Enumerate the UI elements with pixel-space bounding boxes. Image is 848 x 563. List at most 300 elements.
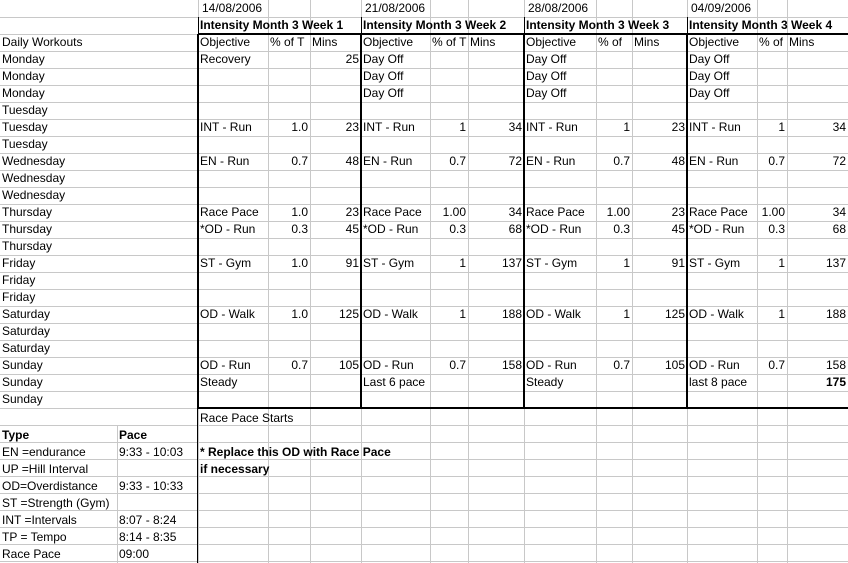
mins-cell[interactable]: 34 bbox=[832, 205, 846, 219]
pct-cell[interactable] bbox=[596, 340, 632, 357]
mins-cell[interactable]: 137 bbox=[825, 256, 846, 270]
mins-cell[interactable] bbox=[468, 272, 524, 289]
mins-cell[interactable]: 34 bbox=[508, 205, 522, 219]
objective-cell[interactable]: last 8 pace bbox=[689, 375, 748, 389]
mins-cell[interactable] bbox=[468, 187, 524, 204]
objective-cell[interactable]: Last 6 pace bbox=[363, 375, 426, 389]
objective-cell[interactable] bbox=[687, 136, 757, 153]
mins-cell[interactable] bbox=[310, 85, 361, 102]
mins-cell[interactable] bbox=[310, 68, 361, 85]
objective-cell[interactable]: Race Pace bbox=[526, 205, 585, 219]
objective-header[interactable]: Objective bbox=[689, 35, 740, 49]
objective-cell[interactable]: Race Pace bbox=[363, 205, 422, 219]
pct-cell[interactable] bbox=[430, 136, 468, 153]
mins-cell[interactable] bbox=[468, 85, 524, 102]
objective-cell[interactable]: ST - Gym bbox=[363, 256, 415, 270]
pct-cell[interactable] bbox=[430, 374, 468, 391]
objective-cell[interactable]: OD - Run bbox=[200, 358, 251, 372]
pct-cell[interactable] bbox=[268, 85, 310, 102]
objective-cell[interactable] bbox=[361, 238, 430, 255]
pct-cell[interactable] bbox=[268, 187, 310, 204]
objective-cell[interactable]: *OD - Run bbox=[363, 222, 419, 236]
objective-cell[interactable] bbox=[524, 136, 596, 153]
mins-cell[interactable] bbox=[468, 238, 524, 255]
mins-cell[interactable]: 68 bbox=[832, 222, 846, 236]
mins-header[interactable]: Mins bbox=[470, 35, 496, 49]
legend-type-header[interactable]: Type bbox=[2, 428, 30, 442]
legend-type[interactable]: OD=Overdistance bbox=[2, 479, 98, 493]
pct-cell[interactable]: 1.00 bbox=[442, 205, 466, 219]
legend-type[interactable]: ST =Strength (Gym) bbox=[2, 496, 110, 510]
mins-cell[interactable] bbox=[468, 323, 524, 340]
day-label[interactable]: Wednesday bbox=[2, 188, 66, 202]
mins-cell[interactable] bbox=[310, 323, 361, 340]
mins-cell[interactable]: 25 bbox=[345, 52, 359, 66]
mins-cell[interactable]: 137 bbox=[501, 256, 522, 270]
objective-cell[interactable]: OD - Walk bbox=[200, 307, 255, 321]
mins-cell[interactable] bbox=[632, 85, 687, 102]
pct-cell[interactable]: 1.00 bbox=[606, 205, 630, 219]
legend-pace[interactable] bbox=[117, 461, 197, 478]
objective-cell[interactable]: Day Off bbox=[526, 52, 567, 66]
mins-cell[interactable] bbox=[632, 289, 687, 306]
objective-cell[interactable]: Day Off bbox=[689, 52, 730, 66]
objective-cell[interactable]: *OD - Run bbox=[200, 222, 256, 236]
pct-cell[interactable]: 0.7 bbox=[613, 358, 630, 372]
objective-cell[interactable] bbox=[198, 85, 268, 102]
objective-cell[interactable] bbox=[524, 272, 596, 289]
pct-cell[interactable] bbox=[268, 374, 310, 391]
mins-cell[interactable] bbox=[310, 170, 361, 187]
legend-type[interactable]: EN =endurance bbox=[2, 445, 86, 459]
pct-header[interactable]: % of T bbox=[270, 35, 305, 49]
pct-cell[interactable] bbox=[596, 136, 632, 153]
objective-cell[interactable]: *OD - Run bbox=[526, 222, 582, 236]
mins-cell[interactable]: 125 bbox=[664, 307, 685, 321]
objective-cell[interactable] bbox=[687, 272, 757, 289]
mins-cell[interactable] bbox=[468, 51, 524, 68]
objective-header[interactable]: Objective bbox=[200, 35, 251, 49]
mins-cell[interactable]: 48 bbox=[671, 154, 685, 168]
objective-cell[interactable]: EN - Run bbox=[689, 154, 739, 168]
week-date[interactable]: 04/09/2006 bbox=[691, 1, 752, 15]
pct-cell[interactable] bbox=[757, 238, 787, 255]
pct-cell[interactable] bbox=[757, 340, 787, 357]
pct-cell[interactable] bbox=[757, 272, 787, 289]
pct-cell[interactable] bbox=[268, 340, 310, 357]
objective-cell[interactable]: Day Off bbox=[363, 52, 404, 66]
objective-cell[interactable] bbox=[361, 391, 430, 408]
pct-cell[interactable]: 0.7 bbox=[613, 154, 630, 168]
pct-cell[interactable] bbox=[596, 51, 632, 68]
legend-pace[interactable]: 9:33 - 10:03 bbox=[119, 445, 184, 459]
pct-cell[interactable] bbox=[268, 68, 310, 85]
pct-cell[interactable]: 1.0 bbox=[291, 120, 308, 134]
day-label[interactable]: Friday bbox=[2, 256, 36, 270]
objective-cell[interactable]: INT - Run bbox=[363, 120, 415, 134]
pct-cell[interactable] bbox=[430, 289, 468, 306]
note-line2[interactable]: if necessary bbox=[200, 462, 270, 476]
objective-cell[interactable]: INT - Run bbox=[200, 120, 252, 134]
pct-cell[interactable] bbox=[596, 323, 632, 340]
objective-cell[interactable] bbox=[198, 238, 268, 255]
mins-cell[interactable]: 45 bbox=[671, 222, 685, 236]
pct-cell[interactable] bbox=[268, 238, 310, 255]
pct-cell[interactable]: 0.7 bbox=[449, 358, 466, 372]
pct-cell[interactable] bbox=[757, 85, 787, 102]
week-title[interactable]: Intensity Month 3 Week 2 bbox=[363, 18, 507, 32]
pct-cell[interactable]: 0.3 bbox=[291, 222, 308, 236]
pct-cell[interactable] bbox=[596, 68, 632, 85]
legend-pace[interactable]: 8:14 - 8:35 bbox=[119, 530, 177, 544]
mins-cell[interactable] bbox=[310, 340, 361, 357]
pct-cell[interactable] bbox=[596, 238, 632, 255]
mins-cell[interactable] bbox=[632, 323, 687, 340]
mins-cell[interactable] bbox=[632, 136, 687, 153]
objective-cell[interactable]: Day Off bbox=[526, 69, 567, 83]
objective-cell[interactable]: OD - Run bbox=[363, 358, 414, 372]
objective-cell[interactable] bbox=[198, 340, 268, 357]
pct-cell[interactable]: 0.3 bbox=[449, 222, 466, 236]
legend-pace-header[interactable]: Pace bbox=[119, 428, 148, 442]
pct-cell[interactable]: 1 bbox=[623, 256, 630, 270]
mins-cell[interactable] bbox=[787, 289, 848, 306]
objective-cell[interactable] bbox=[361, 136, 430, 153]
mins-cell[interactable] bbox=[468, 136, 524, 153]
mins-cell[interactable]: 105 bbox=[664, 358, 685, 372]
pct-cell[interactable] bbox=[596, 272, 632, 289]
objective-cell[interactable]: ST - Gym bbox=[526, 256, 578, 270]
mins-cell[interactable] bbox=[310, 374, 361, 391]
pct-cell[interactable] bbox=[268, 136, 310, 153]
mins-cell[interactable]: 125 bbox=[338, 307, 359, 321]
objective-cell[interactable]: Day Off bbox=[363, 86, 404, 100]
day-label[interactable]: Wednesday bbox=[2, 171, 66, 185]
day-label[interactable]: Thursday bbox=[2, 222, 53, 236]
pct-cell[interactable]: 1.0 bbox=[291, 205, 308, 219]
pct-cell[interactable]: 0.3 bbox=[613, 222, 630, 236]
day-label[interactable]: Friday bbox=[2, 273, 36, 287]
mins-cell[interactable]: 23 bbox=[671, 205, 685, 219]
pct-header[interactable]: % of bbox=[759, 35, 784, 49]
pct-cell[interactable] bbox=[596, 391, 632, 408]
pct-cell[interactable] bbox=[268, 323, 310, 340]
week-date[interactable]: 28/08/2006 bbox=[528, 1, 589, 15]
mins-cell[interactable]: 34 bbox=[508, 120, 522, 134]
mins-cell[interactable] bbox=[468, 102, 524, 119]
day-label[interactable]: Monday bbox=[2, 52, 45, 66]
objective-cell[interactable] bbox=[198, 272, 268, 289]
pct-header[interactable]: % of bbox=[598, 35, 623, 49]
pct-cell[interactable] bbox=[757, 374, 787, 391]
legend-pace[interactable]: 9:33 - 10:33 bbox=[119, 479, 184, 493]
pct-cell[interactable] bbox=[430, 85, 468, 102]
mins-cell[interactable]: 34 bbox=[832, 120, 846, 134]
pct-cell[interactable] bbox=[596, 170, 632, 187]
pct-cell[interactable]: 0.7 bbox=[768, 358, 785, 372]
objective-cell[interactable] bbox=[361, 289, 430, 306]
objective-cell[interactable]: INT - Run bbox=[526, 120, 578, 134]
pct-cell[interactable] bbox=[430, 340, 468, 357]
pct-cell[interactable] bbox=[757, 170, 787, 187]
pct-cell[interactable]: 1 bbox=[459, 256, 466, 270]
week-title[interactable]: Intensity Month 3 Week 4 bbox=[689, 18, 833, 32]
mins-cell[interactable] bbox=[468, 340, 524, 357]
day-label[interactable]: Saturday bbox=[2, 307, 51, 321]
mins-cell[interactable] bbox=[310, 187, 361, 204]
objective-cell[interactable] bbox=[687, 102, 757, 119]
mins-cell[interactable] bbox=[787, 51, 848, 68]
day-label[interactable]: Sunday bbox=[2, 375, 43, 389]
objective-cell[interactable] bbox=[361, 187, 430, 204]
pct-cell[interactable] bbox=[268, 272, 310, 289]
pct-cell[interactable] bbox=[596, 289, 632, 306]
mins-cell[interactable] bbox=[468, 289, 524, 306]
pct-cell[interactable]: 0.7 bbox=[449, 154, 466, 168]
objective-cell[interactable] bbox=[687, 187, 757, 204]
race-pace-note[interactable]: Race Pace Starts bbox=[200, 411, 294, 425]
objective-header[interactable]: Objective bbox=[526, 35, 577, 49]
pct-cell[interactable] bbox=[430, 238, 468, 255]
objective-cell[interactable] bbox=[687, 391, 757, 408]
legend-pace[interactable]: 8:07 - 8:24 bbox=[119, 513, 177, 527]
pct-header[interactable]: % of T bbox=[432, 35, 467, 49]
legend-type[interactable]: Race Pace bbox=[2, 547, 61, 561]
pct-cell[interactable] bbox=[757, 187, 787, 204]
mins-cell[interactable]: 48 bbox=[345, 154, 359, 168]
pct-cell[interactable] bbox=[268, 51, 310, 68]
objective-cell[interactable]: ST - Gym bbox=[200, 256, 252, 270]
mins-cell[interactable] bbox=[632, 340, 687, 357]
week-date[interactable]: 14/08/2006 bbox=[202, 1, 263, 15]
mins-cell[interactable] bbox=[787, 170, 848, 187]
pct-cell[interactable]: 1.0 bbox=[291, 307, 308, 321]
objective-cell[interactable] bbox=[198, 187, 268, 204]
objective-cell[interactable]: EN - Run bbox=[200, 154, 250, 168]
pct-cell[interactable] bbox=[430, 51, 468, 68]
pct-cell[interactable]: 1 bbox=[623, 120, 630, 134]
mins-cell[interactable] bbox=[787, 187, 848, 204]
mins-cell[interactable] bbox=[787, 340, 848, 357]
objective-cell[interactable] bbox=[198, 289, 268, 306]
mins-cell[interactable]: 91 bbox=[671, 256, 685, 270]
pct-cell[interactable] bbox=[430, 170, 468, 187]
mins-cell[interactable] bbox=[632, 68, 687, 85]
pct-cell[interactable]: 0.7 bbox=[768, 154, 785, 168]
pct-cell[interactable]: 0.7 bbox=[291, 358, 308, 372]
legend-pace[interactable]: 09:00 bbox=[119, 547, 150, 561]
mins-cell[interactable] bbox=[310, 289, 361, 306]
day-label[interactable]: Saturday bbox=[2, 324, 51, 338]
day-label[interactable]: Saturday bbox=[2, 341, 51, 355]
objective-cell[interactable]: OD - Run bbox=[689, 358, 740, 372]
legend-type[interactable]: INT =Intervals bbox=[2, 513, 77, 527]
objective-cell[interactable] bbox=[524, 238, 596, 255]
mins-cell[interactable] bbox=[468, 391, 524, 408]
objective-cell[interactable] bbox=[198, 102, 268, 119]
mins-cell[interactable] bbox=[787, 272, 848, 289]
mins-cell[interactable]: 72 bbox=[508, 154, 522, 168]
objective-cell[interactable] bbox=[198, 68, 268, 85]
pct-cell[interactable]: 0.7 bbox=[291, 154, 308, 168]
pct-cell[interactable] bbox=[757, 391, 787, 408]
objective-cell[interactable] bbox=[198, 170, 268, 187]
objective-cell[interactable] bbox=[687, 170, 757, 187]
objective-cell[interactable] bbox=[687, 340, 757, 357]
mins-cell[interactable]: 91 bbox=[345, 256, 359, 270]
pct-cell[interactable] bbox=[596, 102, 632, 119]
legend-type[interactable]: TP = Tempo bbox=[2, 530, 67, 544]
week-date[interactable]: 21/08/2006 bbox=[365, 1, 426, 15]
objective-cell[interactable]: OD - Walk bbox=[689, 307, 744, 321]
mins-cell[interactable]: 158 bbox=[501, 358, 522, 372]
objective-cell[interactable]: Race Pace bbox=[200, 205, 259, 219]
mins-cell[interactable] bbox=[632, 102, 687, 119]
mins-cell[interactable] bbox=[632, 238, 687, 255]
day-label[interactable]: Tuesday bbox=[2, 120, 48, 134]
objective-cell[interactable] bbox=[687, 238, 757, 255]
week-title[interactable]: Intensity Month 3 Week 3 bbox=[526, 18, 670, 32]
objective-cell[interactable] bbox=[524, 391, 596, 408]
objective-cell[interactable]: OD - Run bbox=[526, 358, 577, 372]
pct-cell[interactable]: 1 bbox=[459, 307, 466, 321]
mins-cell[interactable] bbox=[632, 391, 687, 408]
mins-cell[interactable]: 188 bbox=[501, 307, 522, 321]
day-label[interactable]: Friday bbox=[2, 290, 36, 304]
objective-cell[interactable]: Day Off bbox=[363, 69, 404, 83]
objective-cell[interactable]: OD - Walk bbox=[363, 307, 418, 321]
mins-cell[interactable] bbox=[310, 102, 361, 119]
pct-cell[interactable] bbox=[430, 187, 468, 204]
objective-cell[interactable]: Race Pace bbox=[689, 205, 748, 219]
mins-cell[interactable] bbox=[632, 51, 687, 68]
pct-cell[interactable] bbox=[430, 323, 468, 340]
objective-cell[interactable]: INT - Run bbox=[689, 120, 741, 134]
mins-cell[interactable] bbox=[468, 68, 524, 85]
mins-cell[interactable]: 72 bbox=[832, 154, 846, 168]
pct-cell[interactable] bbox=[757, 102, 787, 119]
objective-cell[interactable] bbox=[524, 102, 596, 119]
day-label[interactable]: Monday bbox=[2, 86, 45, 100]
mins-cell[interactable]: 68 bbox=[508, 222, 522, 236]
mins-cell[interactable] bbox=[787, 85, 848, 102]
objective-cell[interactable] bbox=[687, 323, 757, 340]
pct-cell[interactable] bbox=[430, 272, 468, 289]
pct-cell[interactable] bbox=[268, 391, 310, 408]
mins-header[interactable]: Mins bbox=[312, 35, 338, 49]
mins-cell[interactable] bbox=[310, 136, 361, 153]
objective-cell[interactable] bbox=[198, 136, 268, 153]
mins-cell[interactable] bbox=[632, 170, 687, 187]
pct-cell[interactable]: 1.00 bbox=[761, 205, 785, 219]
objective-cell[interactable] bbox=[361, 272, 430, 289]
pct-cell[interactable] bbox=[757, 323, 787, 340]
pct-cell[interactable] bbox=[268, 170, 310, 187]
mins-cell[interactable]: 175 bbox=[825, 375, 846, 389]
pct-cell[interactable] bbox=[430, 68, 468, 85]
mins-cell[interactable] bbox=[310, 272, 361, 289]
mins-cell[interactable]: 23 bbox=[671, 120, 685, 134]
mins-cell[interactable]: 23 bbox=[345, 205, 359, 219]
objective-cell[interactable] bbox=[524, 289, 596, 306]
mins-cell[interactable] bbox=[632, 272, 687, 289]
objective-cell[interactable]: Day Off bbox=[526, 86, 567, 100]
day-label[interactable]: Tuesday bbox=[2, 103, 48, 117]
day-label[interactable]: Thursday bbox=[2, 205, 53, 219]
mins-cell[interactable] bbox=[632, 374, 687, 391]
mins-cell[interactable]: 45 bbox=[345, 222, 359, 236]
objective-cell[interactable]: Steady bbox=[200, 375, 238, 389]
mins-cell[interactable]: 158 bbox=[825, 358, 846, 372]
day-label[interactable]: Thursday bbox=[2, 239, 53, 253]
objective-cell[interactable]: ST - Gym bbox=[689, 256, 741, 270]
objective-cell[interactable]: Recovery bbox=[200, 52, 251, 66]
day-label[interactable]: Monday bbox=[2, 69, 45, 83]
note-line1[interactable]: * Replace this OD with Race Pace bbox=[200, 445, 391, 459]
pct-cell[interactable] bbox=[596, 374, 632, 391]
pct-cell[interactable] bbox=[268, 102, 310, 119]
mins-cell[interactable] bbox=[787, 323, 848, 340]
pct-cell[interactable]: 1 bbox=[778, 120, 785, 134]
objective-cell[interactable] bbox=[198, 391, 268, 408]
mins-cell[interactable] bbox=[787, 102, 848, 119]
mins-cell[interactable] bbox=[310, 238, 361, 255]
mins-cell[interactable] bbox=[787, 238, 848, 255]
days-header[interactable]: Daily Workouts bbox=[2, 35, 83, 49]
pct-cell[interactable] bbox=[757, 51, 787, 68]
mins-cell[interactable]: 105 bbox=[338, 358, 359, 372]
objective-cell[interactable] bbox=[361, 323, 430, 340]
pct-cell[interactable]: 1 bbox=[459, 120, 466, 134]
legend-type[interactable]: UP =Hill Interval bbox=[2, 462, 89, 476]
pct-cell[interactable] bbox=[430, 391, 468, 408]
objective-cell[interactable]: OD - Walk bbox=[526, 307, 581, 321]
pct-cell[interactable]: 1 bbox=[623, 307, 630, 321]
objective-cell[interactable] bbox=[361, 170, 430, 187]
mins-cell[interactable] bbox=[310, 391, 361, 408]
pct-cell[interactable] bbox=[757, 136, 787, 153]
mins-cell[interactable] bbox=[787, 391, 848, 408]
pct-cell[interactable]: 1.0 bbox=[291, 256, 308, 270]
objective-cell[interactable]: EN - Run bbox=[363, 154, 413, 168]
pct-cell[interactable]: 1 bbox=[778, 307, 785, 321]
week-title[interactable]: Intensity Month 3 Week 1 bbox=[200, 18, 344, 32]
objective-cell[interactable]: Day Off bbox=[689, 86, 730, 100]
mins-header[interactable]: Mins bbox=[789, 35, 815, 49]
pct-cell[interactable]: 1 bbox=[778, 256, 785, 270]
pct-cell[interactable] bbox=[596, 85, 632, 102]
objective-cell[interactable] bbox=[524, 323, 596, 340]
day-label[interactable]: Tuesday bbox=[2, 137, 48, 151]
legend-pace[interactable] bbox=[117, 495, 197, 512]
mins-header[interactable]: Mins bbox=[634, 35, 660, 49]
objective-cell[interactable] bbox=[198, 323, 268, 340]
mins-cell[interactable] bbox=[632, 187, 687, 204]
day-label[interactable]: Wednesday bbox=[2, 154, 66, 168]
objective-cell[interactable] bbox=[524, 187, 596, 204]
objective-cell[interactable] bbox=[524, 170, 596, 187]
objective-cell[interactable] bbox=[361, 340, 430, 357]
objective-cell[interactable] bbox=[524, 340, 596, 357]
objective-cell[interactable]: EN - Run bbox=[526, 154, 576, 168]
day-label[interactable]: Sunday bbox=[2, 392, 43, 406]
objective-cell[interactable] bbox=[361, 102, 430, 119]
mins-cell[interactable] bbox=[787, 68, 848, 85]
pct-cell[interactable] bbox=[757, 68, 787, 85]
pct-cell[interactable]: 0.3 bbox=[768, 222, 785, 236]
pct-cell[interactable] bbox=[596, 187, 632, 204]
pct-cell[interactable] bbox=[268, 289, 310, 306]
